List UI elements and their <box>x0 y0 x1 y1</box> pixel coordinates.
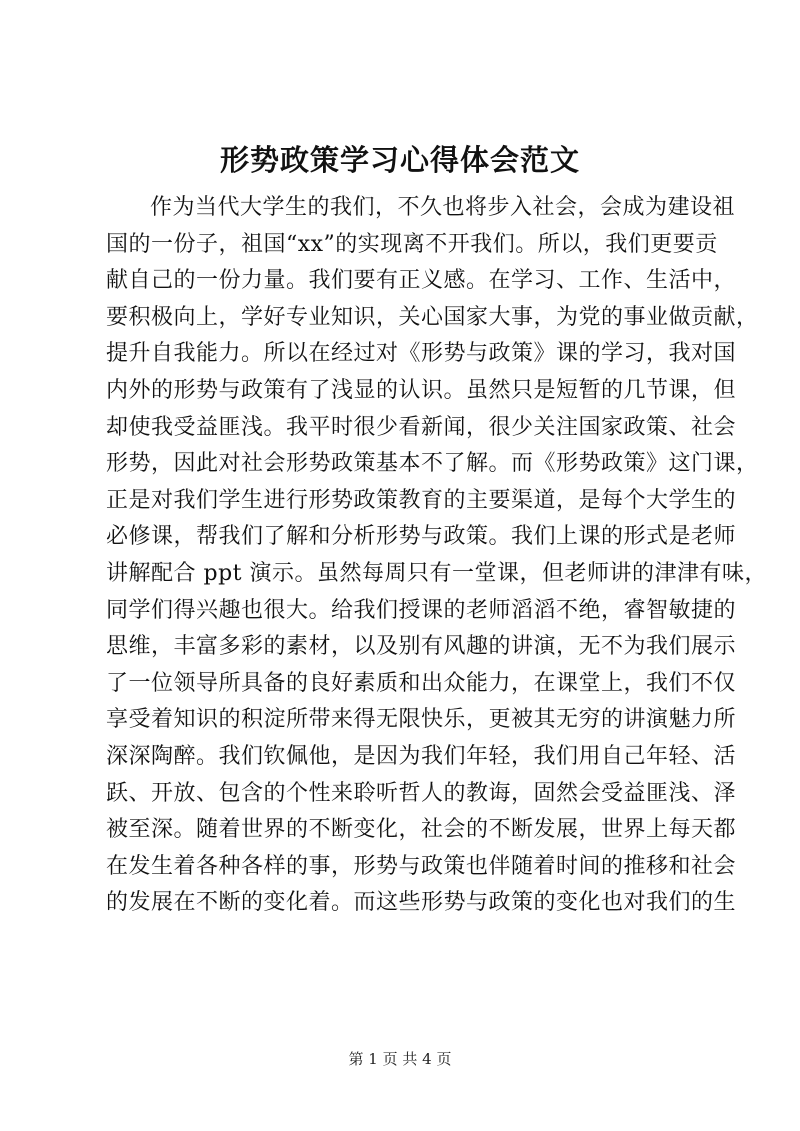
document-body <box>106 190 767 922</box>
body-line: 提升自我能力。所以在经过对《形势与政策》课的学习，我对国 <box>106 341 737 367</box>
body-line: 了一位领导所具备的良好素质和出众能力，在课堂上，我们不仅 <box>106 670 737 696</box>
body-line: 思维，丰富多彩的素材，以及别有风趣的讲演，无不为我们展示 <box>106 634 737 660</box>
page-footer <box>0 1049 800 1069</box>
body-line: 形势，因此对社会形势政策基本不了解。而《形势政策》这门课， <box>106 451 759 477</box>
body-line: 深深陶醉。我们钦佩他，是因为我们年轻，我们用自己年轻、活 <box>106 743 737 769</box>
body-line: 却使我受益匪浅。我平时很少看新闻，很少关注国家政策、社会 <box>106 414 737 440</box>
body-line: 被至深。随着世界的不断变化，社会的不断发展，世界上每天都 <box>106 817 737 843</box>
document-title: 形势政策学习心得体会范文 <box>219 143 580 177</box>
body-line: 献自己的一份力量。我们要有正义感。在学习、工作、生活中， <box>106 268 737 294</box>
body-line: 享受着知识的积淀所带来得无限快乐，更被其无穷的讲演魅力所 <box>106 707 737 733</box>
body-line: 作为当代大学生的我们，不久也将步入社会，会成为建设祖 <box>150 195 736 220</box>
body-line: 的发展在不断的变化着。而这些形势与政策的变化也对我们的生 <box>106 890 737 916</box>
body-line: 讲解配合 ppt 演示。虽然每周只有一堂课，但老师讲的津津有味， <box>106 560 767 586</box>
page-number: 第 1 页 共 4 页 <box>348 1050 452 1068</box>
body-line: 同学们得兴趣也很大。给我们授课的老师滔滔不绝，睿智敏捷的 <box>106 597 737 623</box>
body-line: 正是对我们学生进行形势政策教育的主要渠道，是每个大学生的 <box>106 487 737 513</box>
body-line: 跃、开放、包含的个性来聆听哲人的教诲，固然会受益匪浅、泽 <box>106 780 737 806</box>
body-line: 要积极向上，学好专业知识，关心国家大事，为党的事业做贡献， <box>106 304 759 330</box>
body-line: 必修课，帮我们了解和分析形势与政策。我们上课的形式是老师 <box>106 524 737 550</box>
body-line: 在发生着各种各样的事，形势与政策也伴随着时间的推移和社会 <box>106 853 737 879</box>
body-line: 国的一份子，祖国“xx”的实现离不开我们。所以，我们更要贡 <box>106 231 718 257</box>
body-line: 内外的形势与政策有了浅显的认识。虽然只是短暂的几节课，但 <box>106 377 737 403</box>
